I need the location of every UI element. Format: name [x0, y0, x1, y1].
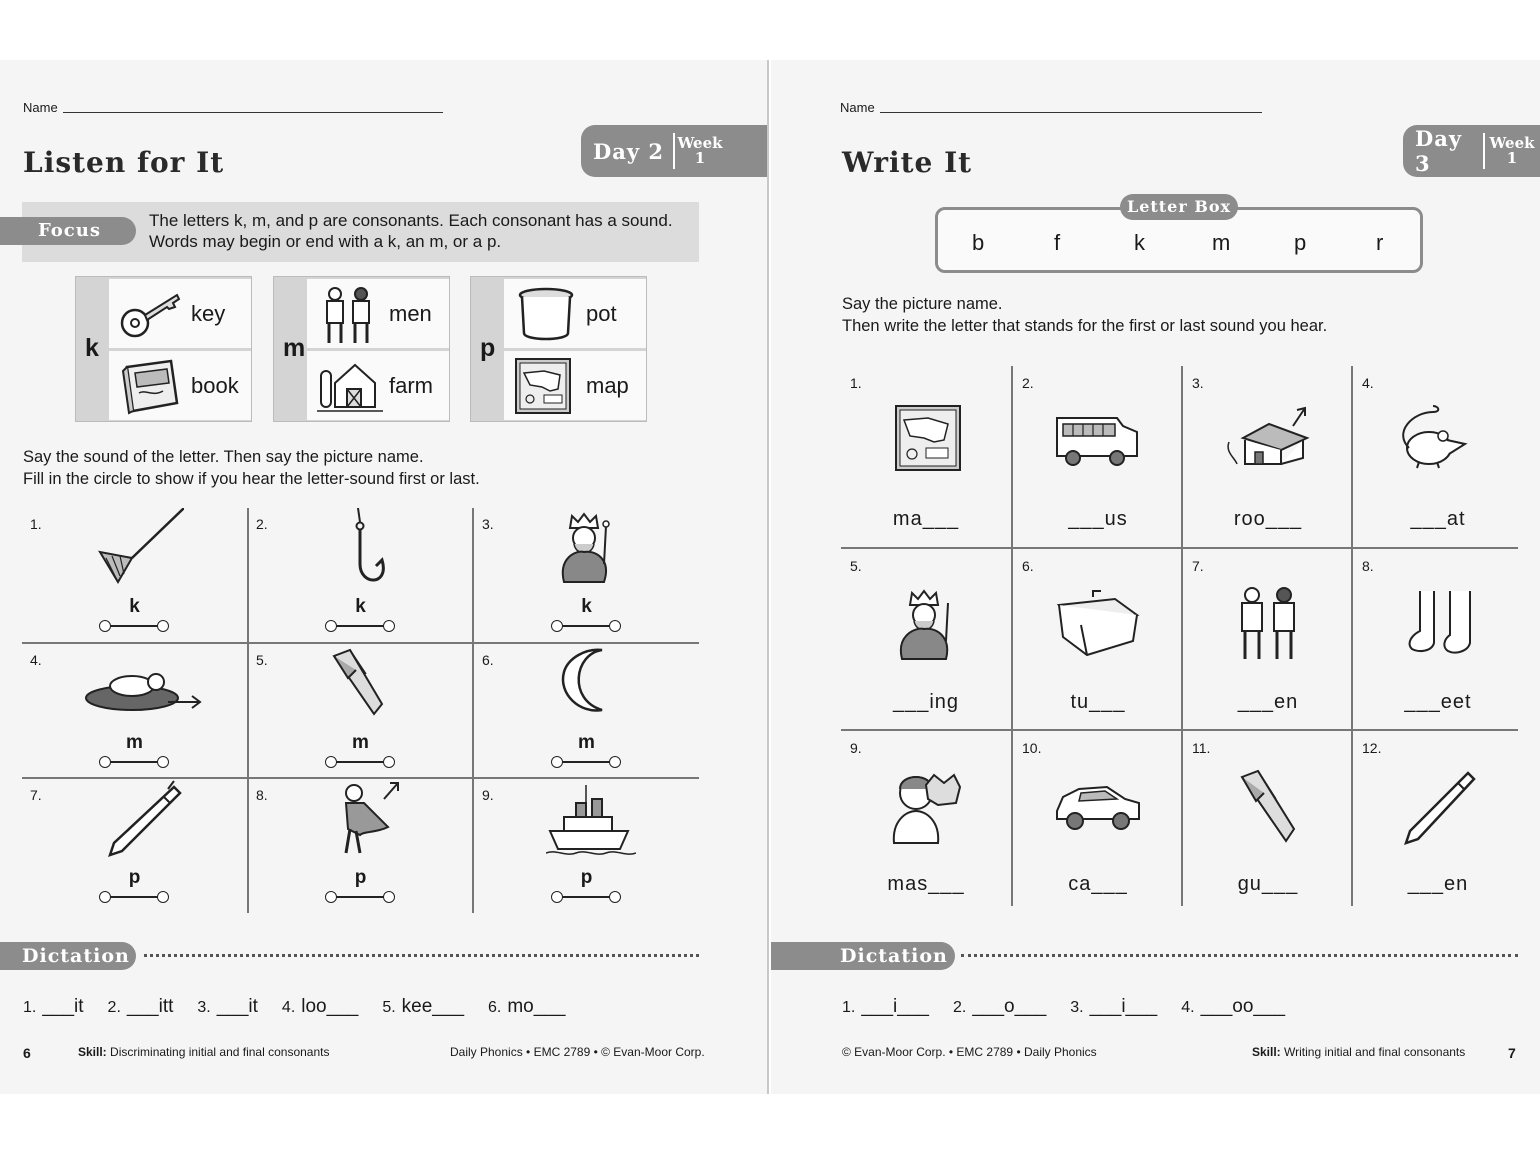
dictation-item[interactable]: 2. ___itt [107, 996, 174, 1017]
exercise-item [841, 731, 1011, 912]
exercise-item [1183, 366, 1353, 547]
exercise-item [1013, 366, 1183, 547]
letter-box-letter: k [1134, 230, 1145, 255]
ship-icon [546, 779, 636, 859]
rake-icon [94, 508, 184, 588]
word-card-map [504, 351, 646, 420]
last-sound-circle[interactable] [609, 756, 621, 768]
dictation-tab: Dictation [0, 942, 136, 970]
word-card-farm [307, 351, 449, 420]
week-number: 1 [694, 149, 706, 167]
item-number: 6. [482, 652, 494, 668]
credit-footer: © Evan-Moor Corp. • EMC 2789 • Daily Phonics [842, 1045, 1097, 1059]
group-letter: p [480, 334, 496, 362]
word-card-men [307, 279, 449, 348]
week-number: 1 [1506, 149, 1518, 167]
instructions-line-1: Say the sound of the letter. Then say the picture name. [23, 448, 424, 466]
day-label: Day 2 [593, 138, 664, 164]
first-last-grid [22, 508, 699, 913]
dictation-list [842, 996, 1309, 1018]
letter-group-m [273, 276, 450, 422]
word-card-book [109, 351, 251, 420]
group-letter: k [85, 334, 99, 362]
fill-in-word[interactable]: ca___ [1068, 873, 1128, 895]
word-card-key [109, 279, 251, 348]
dictation-item[interactable]: 2. ___o___ [952, 996, 1047, 1017]
dictation-divider [961, 954, 1518, 958]
first-last-selector [99, 620, 169, 634]
item-number: 12. [1362, 740, 1382, 756]
letter-box-letter: b [972, 230, 985, 255]
name-write-line[interactable] [63, 112, 443, 113]
exercise-item [474, 779, 699, 914]
fill-in-word[interactable]: roo___ [1233, 508, 1303, 530]
first-last-selector [99, 891, 169, 905]
letter-box-letter: f [1054, 230, 1061, 255]
item-number: 5. [256, 652, 268, 668]
dictation-tab: Dictation [771, 942, 955, 970]
dictation-item[interactable]: 5. kee___ [382, 996, 465, 1017]
item-number: 1. [30, 516, 42, 532]
fill-in-word[interactable]: ___en [1407, 873, 1469, 895]
exercise-item [841, 366, 1011, 547]
letter-box-letter: p [1294, 230, 1307, 255]
pen-icon [1398, 767, 1478, 847]
word-label: key [191, 301, 226, 326]
first-last-selector [325, 620, 395, 634]
men-icon [1228, 585, 1308, 665]
day-label: Day 3 [1415, 126, 1463, 176]
exercise-item [1353, 549, 1523, 730]
target-letter: m [126, 732, 143, 753]
item-number: 9. [482, 787, 494, 803]
fill-in-word[interactable]: ___ing [892, 691, 960, 713]
target-letter: p [128, 867, 141, 888]
item-number: 4. [1362, 375, 1374, 391]
book-icon [119, 357, 183, 415]
exercise-item [474, 644, 699, 779]
first-last-selector [551, 891, 621, 905]
item-number: 3. [1192, 375, 1204, 391]
last-sound-circle[interactable] [383, 620, 395, 632]
exercise-item [248, 508, 473, 643]
item-number: 11. [1192, 740, 1211, 756]
fill-in-word[interactable]: ___eet [1404, 691, 1472, 713]
first-last-selector [325, 891, 395, 905]
moon-icon [546, 644, 636, 724]
king-icon [546, 508, 636, 588]
exercise-item [1353, 366, 1523, 547]
item-number: 8. [1362, 558, 1374, 574]
credit-footer: Daily Phonics • EMC 2789 • © Evan-Moor Corp. [450, 1045, 705, 1059]
focus-text: The letters k, m, and p are consonants. Each consonant has a sound. Words may begin or end with a k, an m, or a p. [149, 211, 673, 251]
dictation-item[interactable]: 1. ___it [23, 996, 84, 1017]
dictation-item[interactable]: 6. mo___ [488, 996, 566, 1017]
fill-in-word[interactable]: mas___ [887, 873, 965, 895]
left-worksheet-page [0, 60, 769, 1094]
gum-icon [320, 644, 410, 724]
fill-in-word[interactable]: ___us [1068, 508, 1128, 530]
word-label: book [191, 373, 239, 398]
last-sound-circle[interactable] [383, 756, 395, 768]
map-icon [886, 402, 966, 482]
target-letter: m [578, 732, 595, 753]
name-label: Name [23, 100, 58, 115]
hook-icon [320, 508, 410, 588]
skill-footer: Skill: Writing initial and final consonants [1252, 1045, 1466, 1059]
feet-icon [1398, 585, 1478, 665]
item-number: 10. [1022, 740, 1042, 756]
word-card-pot [504, 279, 646, 348]
exercise-item [22, 508, 247, 643]
word-label: map [586, 373, 629, 398]
item-number: 4. [30, 652, 42, 668]
focus-tab: Focus [0, 217, 136, 245]
target-letter: k [581, 596, 592, 617]
item-number: 7. [30, 787, 42, 803]
letter-group-k [75, 276, 252, 422]
pen-icon [94, 779, 184, 859]
exercise-item [22, 779, 247, 914]
bus-icon [1051, 402, 1141, 482]
mask-icon [886, 767, 966, 847]
item-number: 2. [256, 516, 268, 532]
dictation-list [23, 996, 589, 1018]
name-line [840, 100, 1262, 115]
item-number: 9. [850, 740, 862, 756]
first-last-selector [551, 620, 621, 634]
page-title: Write It [842, 146, 973, 179]
item-number: 8. [256, 787, 268, 803]
cape-icon [320, 779, 410, 859]
item-number: 5. [850, 558, 862, 574]
fill-in-word[interactable]: ___en [1237, 691, 1299, 713]
name-label: Name [840, 100, 875, 115]
target-letter: m [352, 732, 369, 753]
roof-icon [1223, 402, 1313, 482]
fill-in-word[interactable]: gu___ [1237, 873, 1299, 895]
last-sound-circle[interactable] [157, 891, 169, 903]
last-sound-circle[interactable] [157, 756, 169, 768]
week-label: Week [1489, 134, 1535, 152]
gum-icon [1228, 767, 1308, 847]
word-label: farm [389, 373, 433, 398]
dictation-item[interactable]: 4. loo___ [281, 996, 359, 1017]
target-letter: k [355, 596, 366, 617]
exercise-item [1013, 549, 1183, 730]
farm-icon [317, 357, 383, 415]
page-title: Listen for It [23, 146, 225, 179]
word-label: pot [586, 301, 617, 326]
dictation-divider [144, 954, 699, 958]
skill-footer: Skill: Discriminating initial and final consonants [78, 1045, 330, 1059]
car-icon [1053, 767, 1143, 847]
last-sound-circle[interactable] [609, 620, 621, 632]
item-number: 6. [1022, 558, 1034, 574]
last-sound-circle[interactable] [157, 620, 169, 632]
fill-in-word[interactable]: ___at [1410, 508, 1466, 530]
first-last-selector [325, 756, 395, 770]
fill-in-word[interactable]: tu___ [1070, 691, 1126, 713]
letter-group-p [470, 276, 647, 422]
king-icon [886, 585, 966, 665]
men-icon [317, 285, 381, 347]
first-last-selector [99, 756, 169, 770]
page-number: 7 [1508, 1045, 1516, 1061]
day-week-tab [1403, 125, 1540, 177]
item-number: 3. [482, 516, 494, 532]
page-number: 6 [23, 1045, 31, 1061]
exercise-item [1183, 549, 1353, 730]
letter-box-letter: m [1212, 230, 1231, 255]
instructions-line-1: Say the picture name. [842, 295, 1003, 313]
target-letter: k [129, 596, 140, 617]
exercise-item [1183, 731, 1353, 912]
instructions-line-2: Fill in the circle to show if you hear the letter-sound first or last. [23, 470, 480, 488]
pot-icon [514, 285, 578, 343]
name-line [23, 100, 443, 115]
dictation-item[interactable]: 3. ___it [197, 996, 258, 1017]
instructions [23, 446, 480, 490]
write-letter-grid [841, 366, 1518, 906]
dictation-item[interactable]: 4. ___oo___ [1181, 996, 1286, 1017]
name-write-line[interactable] [880, 112, 1262, 113]
week-label: Week [677, 134, 723, 152]
target-letter: p [580, 867, 593, 888]
last-sound-circle[interactable] [609, 891, 621, 903]
target-letter: p [354, 867, 367, 888]
exercise-item [841, 549, 1011, 730]
dictation-item[interactable]: 1. ___i___ [842, 996, 929, 1017]
key-icon [119, 285, 183, 341]
rat-icon [1393, 402, 1483, 482]
last-sound-circle[interactable] [383, 891, 395, 903]
exercise-item [1013, 731, 1183, 912]
exercise-item [22, 644, 247, 779]
map-icon [514, 357, 572, 415]
day-week-tab [581, 125, 767, 177]
item-number: 2. [1022, 375, 1034, 391]
exercise-item [248, 644, 473, 779]
fill-in-word[interactable]: ma___ [892, 508, 960, 530]
item-number: 1. [850, 375, 862, 391]
first-last-selector [551, 756, 621, 770]
mud-pig-icon [82, 644, 202, 724]
exercise-item [474, 508, 699, 643]
exercise-item [248, 779, 473, 914]
letter-box-letter: r [1376, 230, 1384, 255]
right-worksheet-page [771, 60, 1540, 1094]
item-number: 7. [1192, 558, 1204, 574]
instructions-line-2: Then write the letter that stands for the first or last sound you hear. [842, 317, 1328, 335]
word-label: men [389, 301, 432, 326]
letter-box-title: Letter Box [1120, 194, 1238, 220]
dictation-item[interactable]: 3. ___i___ [1070, 996, 1158, 1017]
instructions [842, 293, 1327, 337]
exercise-item [1353, 731, 1523, 912]
tub-icon [1053, 585, 1143, 665]
group-letter: m [283, 334, 306, 362]
